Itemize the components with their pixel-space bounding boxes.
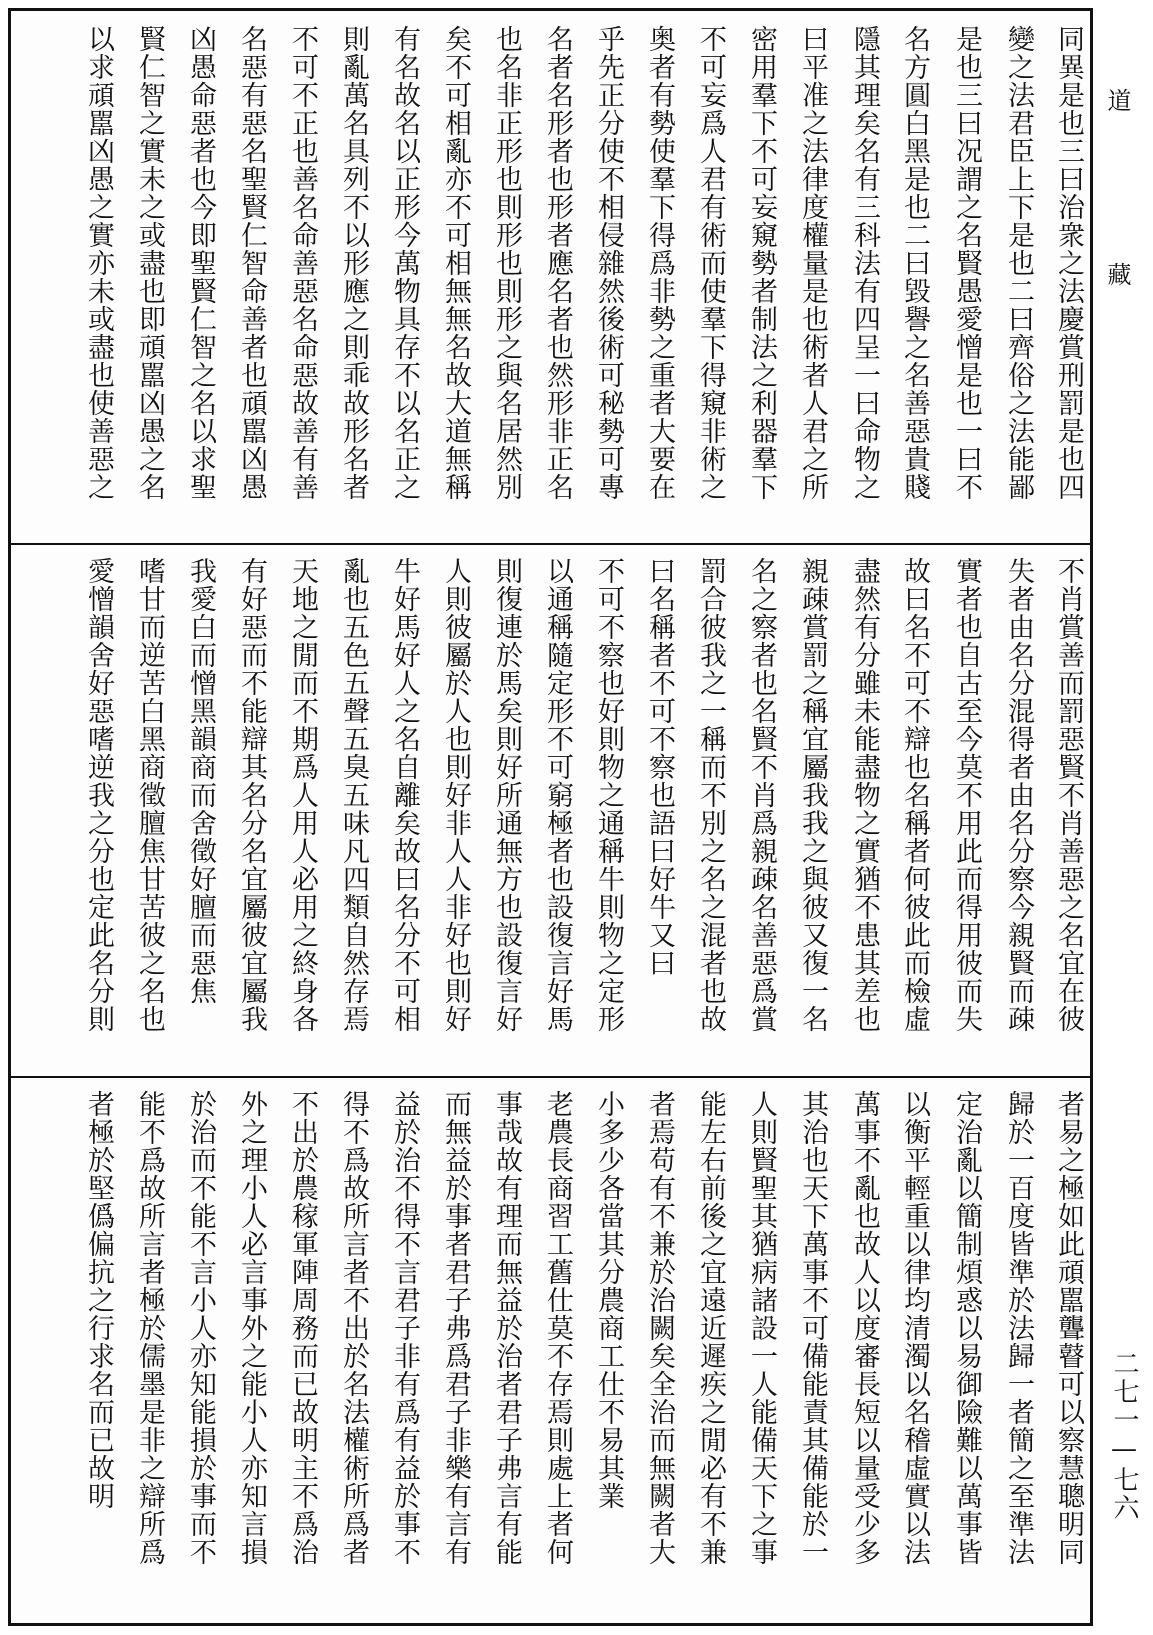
text-panel-top: [11, 11, 1090, 543]
text-column: 變之法君臣上下是也二曰齊俗之法能鄙: [1003, 25, 1034, 501]
text-column: 亂也五色五聲五臭五味凡四類自然存焉: [338, 557, 369, 1033]
text-column: 名方圓白黑是也二曰毀譽之名善惡貴賤: [899, 25, 930, 501]
text-column: 其治也天下萬事不可備能責其備能於一: [797, 1090, 828, 1566]
text-column: 則亂萬名具列不以形應之則乖故形名者: [338, 25, 369, 501]
text-column: 密用羣下不可妄窺勢者制法之利器羣下: [746, 25, 777, 501]
scripture-page: [8, 8, 1093, 1626]
text-column: 者易之極如此頑嚚聾瞽可以察慧聰明同: [1053, 1090, 1084, 1566]
text-column: 曰平准之法律度權量是也術者人君之所: [797, 25, 828, 501]
text-column: 不可不察也好則物之通稱牛則物之定形: [593, 557, 624, 1033]
text-column: 得不爲故所言者不出於名法權術所爲者: [338, 1090, 369, 1566]
text-column: 是也三曰况謂之名賢愚愛憎是也一曰不: [951, 25, 982, 501]
text-column: 能不爲故所言者極於儒墨是非之辯所爲: [134, 1090, 165, 1566]
text-column: 不可妄爲人君有術而使羣下得窺非術之: [695, 25, 726, 501]
text-column: 名惡有惡名聖賢仁智命善者也頑嚚凶愚: [236, 25, 267, 501]
text-column: 嗜甘而逆苦白黑商徵膻焦甘苦彼之名也: [134, 557, 165, 1033]
page-number: 二七一—七六: [1109, 1350, 1139, 1522]
text-column: 牛好馬好人之名自離矣故曰名分不可相: [389, 557, 420, 1033]
text-column: 則復連於馬矣則好所通無方也設復言好: [491, 557, 522, 1033]
text-column: 我愛白而憎黑韻商而舍徵好膻而惡焦: [185, 557, 216, 1005]
text-column: 不出於農稼軍陣周務而已故明主不爲治: [287, 1090, 318, 1566]
text-column: 名者名形者也形者應名者也然形非正名: [542, 25, 573, 501]
text-column: 天地之閒而不期爲人用人必用之終身各: [287, 557, 318, 1033]
text-column: 曰名稱者不可不察也語曰好牛又曰: [644, 557, 675, 977]
text-column: 能左右前後之宜遠近遲疾之閒必有不兼: [695, 1090, 726, 1566]
text-column: 有名故名以正形今萬物具存不以名正之: [389, 25, 420, 501]
text-column: 者焉苟有不兼於治闕矣全治而無闕者大: [644, 1090, 675, 1566]
text-column: 以求頑嚚凶愚之實亦未或盡也使善惡之: [83, 25, 114, 501]
text-panel-bottom: [11, 1076, 1090, 1626]
text-column: 不肖賞善而罰惡賢不肖善惡之名宜在彼: [1053, 557, 1084, 1033]
text-column: 有好惡而不能辯其名分名宜屬彼宜屬我: [236, 557, 267, 1033]
text-panel-middle: [11, 543, 1090, 1076]
text-column: 凶愚命惡者也今即聖賢仁智之名以求聖: [185, 25, 216, 501]
text-column: 不可不正也善名命善惡名命惡故善有善: [287, 25, 318, 501]
text-column: 以通稱隨定形不可窮極者也設復言好馬: [542, 557, 573, 1033]
text-column: 失者由名分混得者由名分察今親賢而疎: [1003, 557, 1034, 1033]
text-column: 益於治不得不言君子非有爲有益於事不: [389, 1090, 420, 1566]
text-column: 隱其理矣名有三科法有四呈一曰命物之: [849, 25, 880, 501]
text-column: 賢仁智之實未之或盡也即頑嚚凶愚之名: [134, 25, 165, 501]
text-column: 人則賢聖其猶病諸設一人能備天下之事: [746, 1090, 777, 1566]
text-column: 同異是也三曰治衆之法慶賞刑罰是也四: [1053, 25, 1084, 501]
text-column: 也名非正形也則形也則形之與名居然別: [491, 25, 522, 501]
text-column: 老農長商習工舊仕莫不存焉則處上者何: [542, 1090, 573, 1566]
text-column: 名之察者也名賢不肖爲親疎名善惡爲賞: [746, 557, 777, 1033]
text-column: 親疎賞罰之稱宜屬我我之與彼又復一名: [797, 557, 828, 1033]
text-column: 奥者有勢使羣下得爲非勢之重者大要在: [644, 25, 675, 501]
text-column: 而無益於事者君子弗爲君子非樂有言有: [440, 1090, 471, 1566]
text-column: 罰合彼我之一稱而不別之名之混者也故: [695, 557, 726, 1033]
text-column: 定治亂以簡制煩惑以易御險難以萬事皆: [951, 1090, 982, 1566]
collection-title: 道藏: [1103, 88, 1131, 436]
text-column: 於治而不能不言小人亦知能損於事而不: [185, 1090, 216, 1566]
text-column: 萬事不亂也故人以度審長短以量受少多: [849, 1090, 880, 1566]
text-column: 小多少各當其分農商工仕不易其業: [593, 1090, 624, 1510]
text-column: 事哉故有理而無益於治者君子弗言有能: [491, 1090, 522, 1566]
text-column: 人則彼屬於人也則好非人人非好也則好: [440, 557, 471, 1033]
text-column: 以衡平輕重以律均清濁以名稽虛實以法: [899, 1090, 930, 1566]
text-column: 實者也自古至今莫不用此而得用彼而失: [951, 557, 982, 1033]
text-column: 者極於堅僞偏抗之行求名而已故明: [83, 1090, 114, 1510]
text-column: 故曰名不可不辯也名稱者何彼此而檢虛: [899, 557, 930, 1033]
text-column: 愛憎韻舍好惡嗜逆我之分也定此名分則: [83, 557, 114, 1033]
text-column: 矣不可相亂亦不可相無無名故大道無稱: [440, 25, 471, 501]
text-column: 乎先正分使不相侵雜然後術可秘勢可專: [593, 25, 624, 501]
text-column: 盡然有分雖未能盡物之實猶不患其差也: [849, 557, 880, 1033]
text-column: 歸於一百度皆準於法歸一者簡之至準法: [1003, 1090, 1034, 1566]
text-column: 外之理小人必言事外之能小人亦知言損: [236, 1090, 267, 1566]
